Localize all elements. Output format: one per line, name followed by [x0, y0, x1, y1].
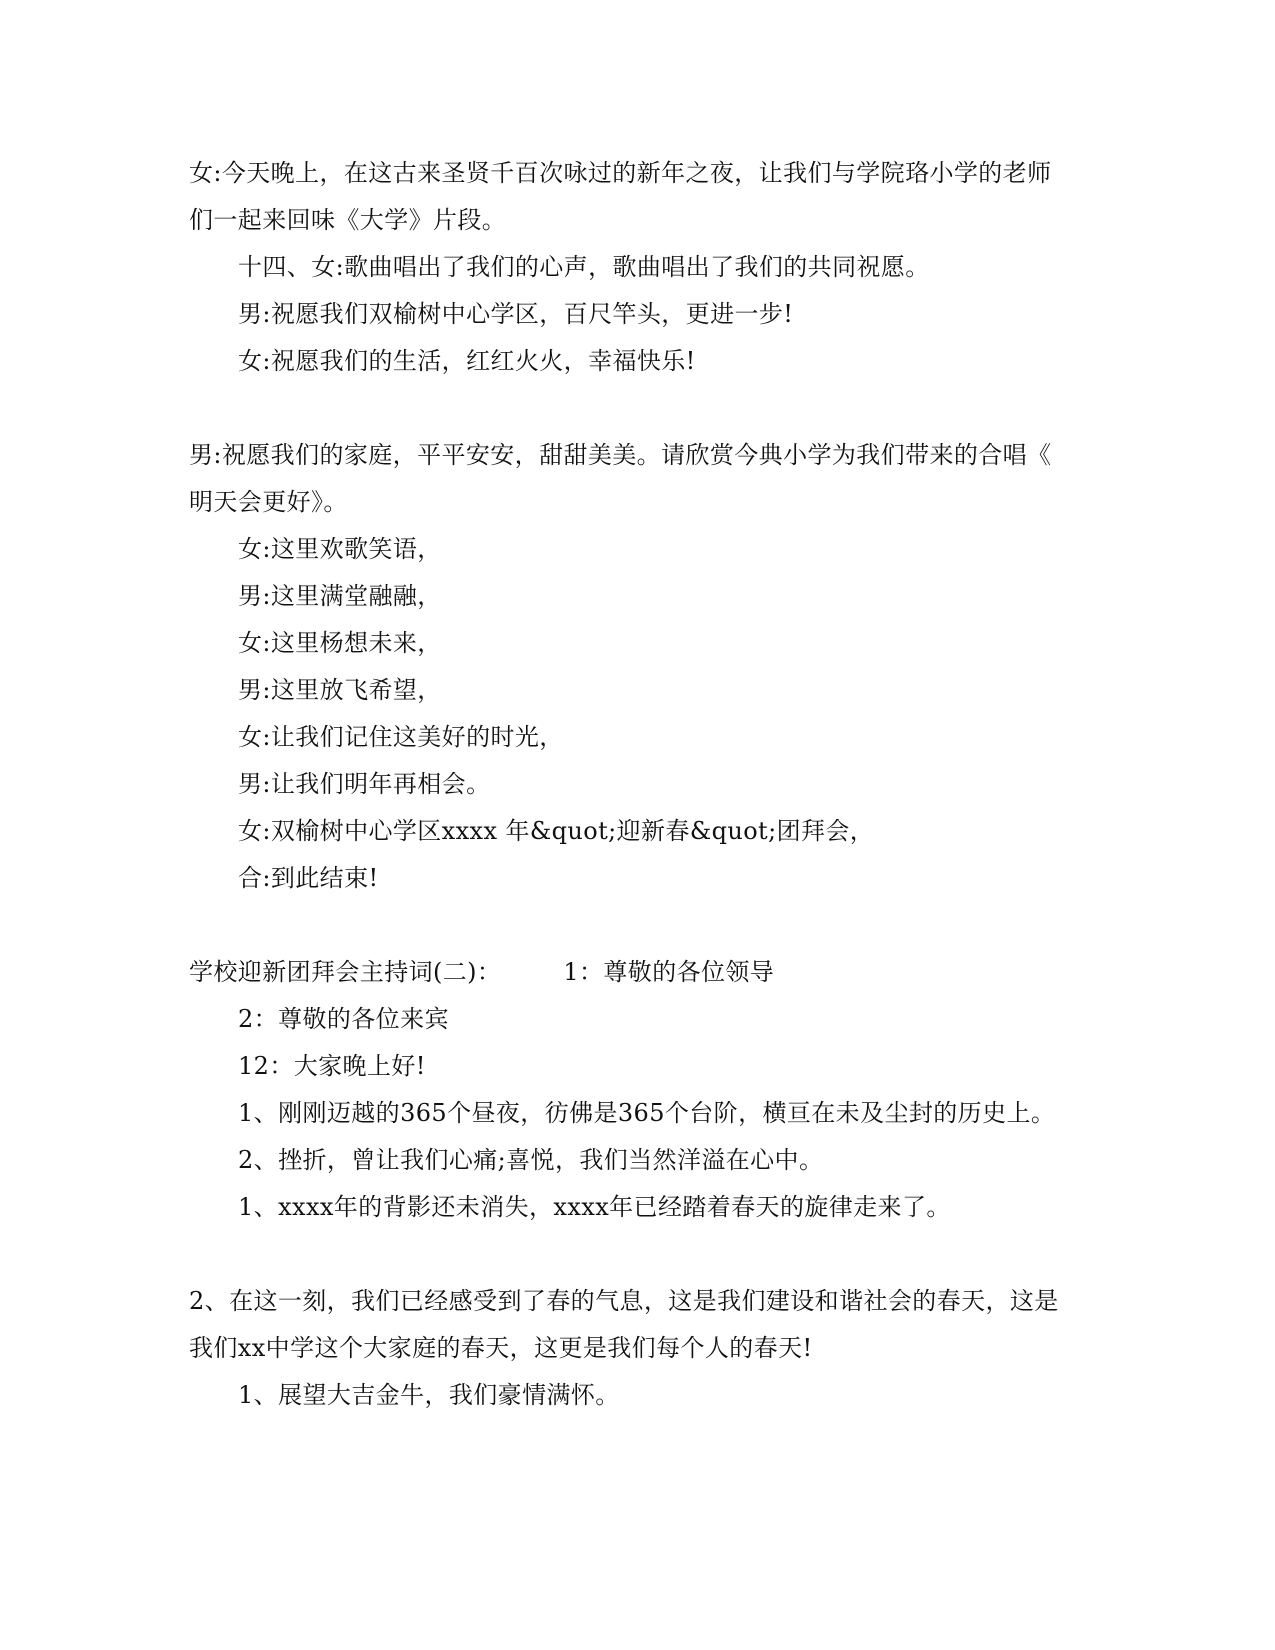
text-line: 2、在这一刻，我们已经感受到了春的气息，这是我们建设和谐社会的春天，这是: [189, 1287, 1059, 1315]
text-line: 们一起来回味《大学》片段。: [189, 206, 507, 234]
text-line: 明天会更好》。: [189, 488, 348, 516]
text-line: 男:这里放飞希望，: [238, 676, 442, 704]
text-line: 2：尊敬的各位来宾: [238, 1005, 449, 1033]
section-heading-line: [189, 957, 774, 987]
text-line: 12：大家晚上好!: [238, 1052, 426, 1080]
text-line: 男:让我们明年再相会。: [238, 770, 491, 798]
text-line: 女:这里杨想未来，: [238, 629, 442, 657]
text-line: 男:祝愿我们的家庭，平平安安，甜甜美美。请欣赏今典小学为我们带来的合唱《: [189, 441, 1052, 469]
greeting-item: 1：尊敬的各位领导: [563, 958, 775, 986]
text-line: 女:祝愿我们的生活，红红火火，幸福快乐!: [238, 347, 696, 375]
text-line: 女:双榆树中心学区xxxx 年&quot;迎新春&quot;团拜会，: [238, 817, 875, 845]
text-line: 女:这里欢歌笑语，: [238, 535, 442, 563]
text-line: 女:今天晚上，在这古来圣贤千百次咏过的新年之夜，让我们与学院珞小学的老师: [189, 159, 1052, 187]
text-line: 女:让我们记住这美好的时光，: [238, 723, 564, 751]
text-line: 我们xx中学这个大家庭的春天，这更是我们每个人的春天!: [189, 1334, 813, 1362]
text-line: 男:这里满堂融融，: [238, 582, 442, 610]
text-line: 2、挫折，曾让我们心痛;喜悦，我们当然洋溢在心中。: [238, 1146, 824, 1174]
text-line: 1、展望大吉金牛，我们豪情满怀。: [238, 1381, 620, 1409]
text-line: 合:到此结束!: [238, 864, 379, 892]
text-line: 1、xxxx年的背影还未消失，xxxx年已经踏着春天的旋律走来了。: [238, 1193, 951, 1221]
text-line: 男:祝愿我们双榆树中心学区，百尺竿头，更进一步!: [238, 300, 794, 328]
text-line: 1、刚刚迈越的365个昼夜，彷佛是365个台阶，横亘在未及尘封的历史上。: [238, 1099, 1056, 1127]
section-heading: 学校迎新团拜会主持词(二)：: [189, 958, 502, 986]
text-line: 十四、女:歌曲唱出了我们的心声，歌曲唱出了我们的共同祝愿。: [238, 253, 930, 281]
